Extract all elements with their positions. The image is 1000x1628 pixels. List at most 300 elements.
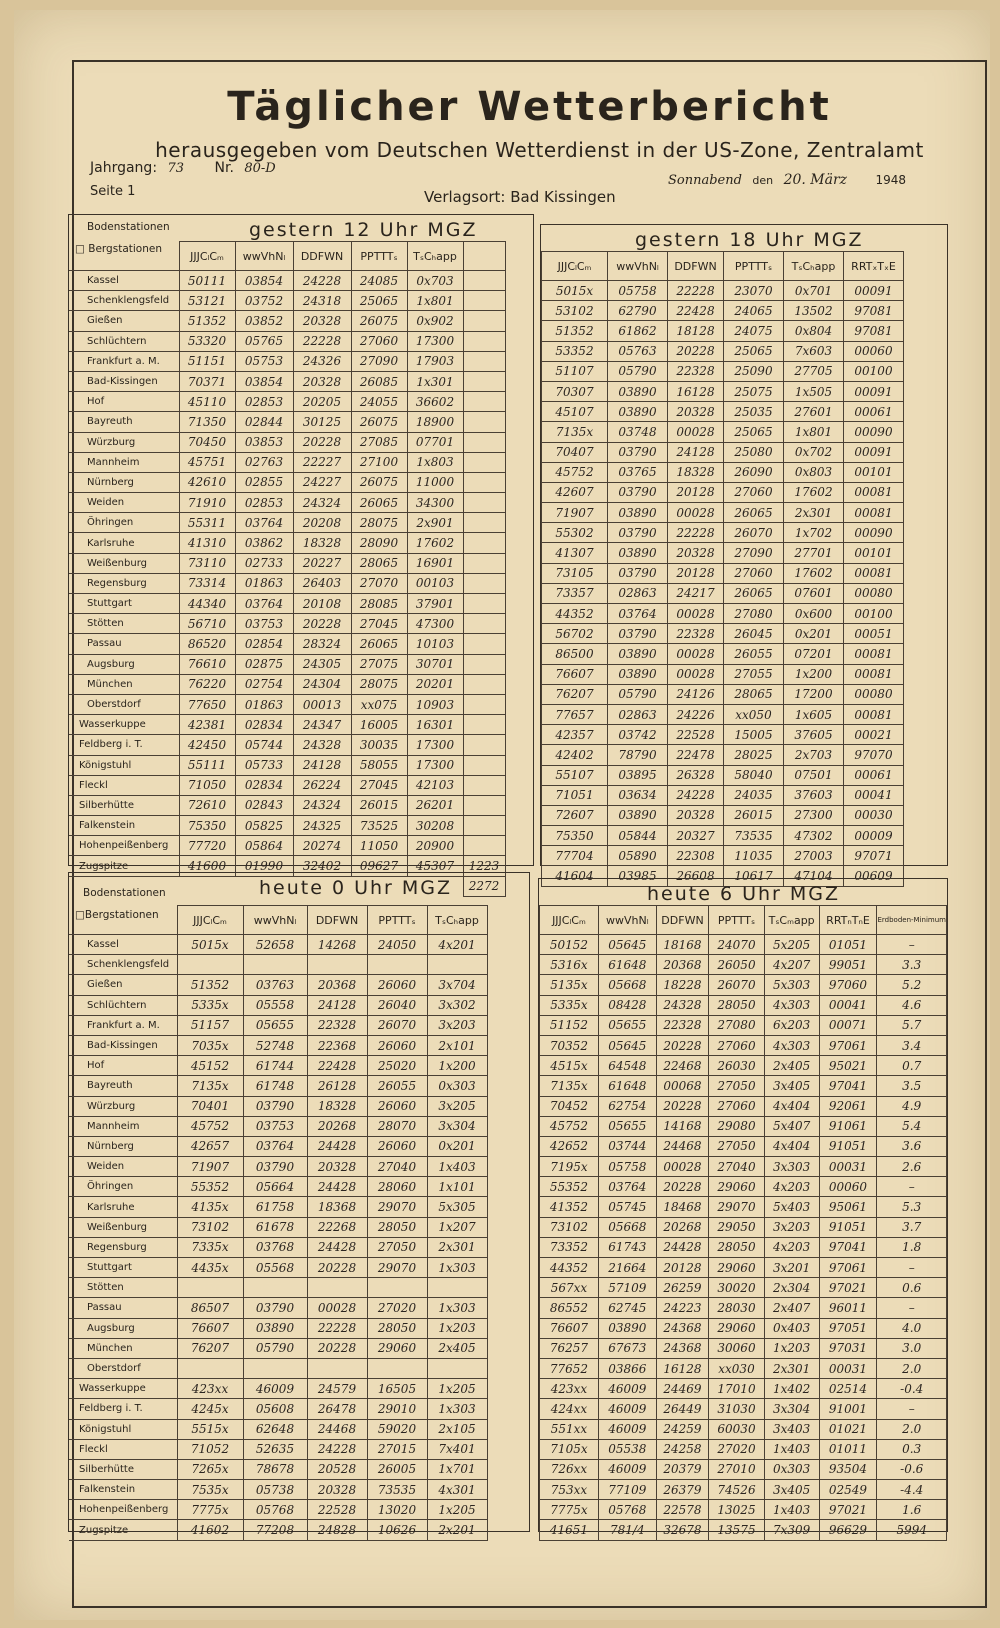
data-cell: 28030 xyxy=(709,1298,764,1318)
data-cell: 17200 xyxy=(784,684,844,704)
table-row xyxy=(540,1157,947,1177)
data-cell: 05753 xyxy=(235,351,293,371)
data-cell: 46009 xyxy=(243,1379,307,1399)
data-cell: 2x301 xyxy=(764,1358,819,1378)
table-row xyxy=(540,1278,947,1298)
data-cell: 29060 xyxy=(367,1338,427,1358)
data-cell: 03764 xyxy=(598,1177,656,1197)
station-name: Zugspitze xyxy=(69,1520,177,1540)
data-cell: 46009 xyxy=(598,1379,656,1399)
data-cell: 00090 xyxy=(844,422,904,442)
station-name: Passau xyxy=(69,634,179,654)
data-cell: 72610 xyxy=(179,795,235,815)
data-cell xyxy=(463,715,505,735)
data-cell: 25065 xyxy=(351,291,407,311)
data-cell: 42652 xyxy=(540,1136,599,1156)
station-col-header xyxy=(69,242,179,271)
data-cell: 05768 xyxy=(243,1500,307,1520)
data-cell xyxy=(463,674,505,694)
data-cell: 26379 xyxy=(656,1480,709,1500)
data-cell: 00090 xyxy=(844,523,904,543)
data-cell: 26449 xyxy=(656,1399,709,1419)
data-cell: 5515x xyxy=(177,1419,243,1439)
station-name: Wasserkuppe xyxy=(69,1379,177,1399)
data-cell: 03890 xyxy=(608,664,668,684)
table-row xyxy=(69,291,505,311)
table-row xyxy=(540,1237,947,1257)
data-cell: 1x403 xyxy=(764,1439,819,1459)
data-cell: -4.4 xyxy=(877,1480,947,1500)
table-row xyxy=(540,1358,947,1378)
data-cell: 3.4 xyxy=(877,1035,947,1055)
data-cell: 20228 xyxy=(307,1258,367,1278)
data-cell: 29050 xyxy=(709,1217,764,1237)
table-row xyxy=(540,975,947,995)
table-row xyxy=(69,1217,487,1237)
data-cell: 18900 xyxy=(407,412,463,432)
data-cell: 05668 xyxy=(598,975,656,995)
table-row xyxy=(542,442,904,462)
data-cell: 71050 xyxy=(179,775,235,795)
data-cell: -0.4 xyxy=(877,1379,947,1399)
data-cell: 1x403 xyxy=(427,1157,487,1177)
table-row xyxy=(540,955,947,975)
data-cell: 30125 xyxy=(293,412,351,432)
data-cell: 4x404 xyxy=(764,1136,819,1156)
data-cell: 2.0 xyxy=(877,1358,947,1378)
data-cell: 22228 xyxy=(668,281,724,301)
data-cell: 74526 xyxy=(709,1480,764,1500)
data-cell: 423xx xyxy=(177,1379,243,1399)
column-header: TₛCₕapp xyxy=(407,242,463,271)
data-cell: 37603 xyxy=(784,785,844,805)
data-cell: 18328 xyxy=(668,462,724,482)
data-cell: 28050 xyxy=(709,1237,764,1257)
data-cell: 22578 xyxy=(656,1500,709,1520)
table-row xyxy=(69,1157,487,1177)
data-cell: 76257 xyxy=(540,1338,599,1358)
data-cell: 05763 xyxy=(608,341,668,361)
data-cell: 02854 xyxy=(235,634,293,654)
table-row xyxy=(542,684,904,704)
data-cell: 03852 xyxy=(235,311,293,331)
data-cell: 86507 xyxy=(177,1298,243,1318)
data-cell: 26060 xyxy=(367,1136,427,1156)
table-row xyxy=(69,371,505,391)
data-cell: 73110 xyxy=(179,553,235,573)
table-row xyxy=(542,704,904,724)
report-frame xyxy=(72,60,987,1608)
table-row xyxy=(69,654,505,674)
data-cell: 3x304 xyxy=(764,1399,819,1419)
data-cell: 26201 xyxy=(407,795,463,815)
data-cell: 5x303 xyxy=(764,975,819,995)
data-cell: 7335x xyxy=(177,1237,243,1257)
data-cell: 1x301 xyxy=(407,371,463,391)
data-cell: 4x301 xyxy=(427,1480,487,1500)
table-row xyxy=(540,1298,947,1318)
data-cell: 99051 xyxy=(819,955,877,975)
data-cell: 03890 xyxy=(243,1318,307,1338)
data-cell: 03790 xyxy=(608,482,668,502)
data-cell: 0x201 xyxy=(427,1136,487,1156)
table-row xyxy=(540,1399,947,1419)
data-cell: 27601 xyxy=(784,402,844,422)
nr-value: 80-D xyxy=(244,161,276,176)
data-cell: 05668 xyxy=(598,1217,656,1237)
data-cell: 25075 xyxy=(724,381,784,401)
table-row xyxy=(69,836,505,856)
data-cell: 24428 xyxy=(307,1177,367,1197)
data-cell: 27060 xyxy=(709,1096,764,1116)
data-cell: 423xx xyxy=(540,1379,599,1399)
data-cell: 10626 xyxy=(367,1520,427,1540)
table-row xyxy=(542,281,904,301)
table-row xyxy=(540,1439,947,1459)
data-cell: 26060 xyxy=(367,975,427,995)
data-cell: 96629 xyxy=(819,1520,877,1540)
data-cell: xx050 xyxy=(724,704,784,724)
data-cell: 28075 xyxy=(351,513,407,533)
table-row xyxy=(540,1056,947,1076)
data-cell: 2x105 xyxy=(427,1419,487,1439)
data-cell: 26060 xyxy=(367,1096,427,1116)
data-cell: 70352 xyxy=(540,1035,599,1055)
table-row xyxy=(540,1136,947,1156)
data-cell: 03742 xyxy=(608,725,668,745)
data-cell: 34300 xyxy=(407,493,463,513)
data-cell: -0.6 xyxy=(877,1459,947,1479)
data-cell: 46009 xyxy=(598,1459,656,1479)
data-cell: 3.5 xyxy=(877,1076,947,1096)
data-cell: 78790 xyxy=(608,745,668,765)
data-cell: 22428 xyxy=(668,301,724,321)
data-cell: 51107 xyxy=(542,361,608,381)
data-cell: 55107 xyxy=(542,765,608,785)
data-cell: 97041 xyxy=(819,1237,877,1257)
data-cell: 27075 xyxy=(351,654,407,674)
data-cell: 26224 xyxy=(293,775,351,795)
data-cell: 27060 xyxy=(724,482,784,502)
data-cell: 14268 xyxy=(307,935,367,955)
data-cell: 26403 xyxy=(293,573,351,593)
station-name: Zugspitze xyxy=(69,856,179,876)
data-cell: 27085 xyxy=(351,432,407,452)
data-cell: 47300 xyxy=(407,614,463,634)
data-cell: 5994 xyxy=(877,1520,947,1540)
station-name: München xyxy=(69,674,179,694)
data-cell: 05768 xyxy=(598,1500,656,1520)
data-cell: 03890 xyxy=(608,644,668,664)
data-cell: 3x205 xyxy=(427,1096,487,1116)
data-cell: 22468 xyxy=(656,1056,709,1076)
data-cell: 93504 xyxy=(819,1459,877,1479)
data-cell: 24428 xyxy=(307,1237,367,1257)
data-cell: 0x804 xyxy=(784,321,844,341)
data-cell: 92061 xyxy=(819,1096,877,1116)
data-cell: 26040 xyxy=(367,995,427,1015)
data-cell: 16505 xyxy=(367,1379,427,1399)
data-cell: 3.6 xyxy=(877,1136,947,1156)
data-cell xyxy=(463,493,505,513)
data-cell xyxy=(463,472,505,492)
data-cell: 1x200 xyxy=(784,664,844,684)
data-cell: 20328 xyxy=(668,805,724,825)
data-cell: 45752 xyxy=(540,1116,599,1136)
data-cell: 56710 xyxy=(179,614,235,634)
data-cell: 00100 xyxy=(844,604,904,624)
station-name: Passau xyxy=(69,1298,177,1318)
data-cell: 1x203 xyxy=(764,1338,819,1358)
data-cell: 28085 xyxy=(351,594,407,614)
table-row xyxy=(69,351,505,371)
data-cell: 30020 xyxy=(709,1278,764,1298)
data-cell: 2x301 xyxy=(427,1237,487,1257)
data-cell: 03763 xyxy=(243,975,307,995)
station-name: Frankfurt a. M. xyxy=(69,351,179,371)
column-header: JJJCₗCₘ xyxy=(179,242,235,271)
station-header-berg-2: □Bergstationen xyxy=(75,909,159,921)
table-row xyxy=(69,311,505,331)
data-cell: 02549 xyxy=(819,1480,877,1500)
data-cell: 27060 xyxy=(724,563,784,583)
data-cell: 3x403 xyxy=(764,1419,819,1439)
data-cell: 45110 xyxy=(179,392,235,412)
data-cell: 72607 xyxy=(542,805,608,825)
station-name: Frankfurt a. M. xyxy=(69,1015,177,1035)
data-cell: 726xx xyxy=(540,1459,599,1479)
data-cell: 97021 xyxy=(819,1500,877,1520)
data-cell: 24128 xyxy=(293,755,351,775)
jahrgang-value: 73 xyxy=(167,161,185,176)
data-cell: 73525 xyxy=(351,816,407,836)
data-cell: 95021 xyxy=(819,1056,877,1076)
data-cell: 26128 xyxy=(307,1076,367,1096)
table-row xyxy=(69,735,505,755)
data-cell: 05664 xyxy=(243,1177,307,1197)
table-row xyxy=(542,301,904,321)
data-cell: 24428 xyxy=(656,1237,709,1257)
data-cell: 27050 xyxy=(709,1076,764,1096)
table-row xyxy=(69,715,505,735)
data-cell: 73102 xyxy=(177,1217,243,1237)
data-cell: 05745 xyxy=(598,1197,656,1217)
data-cell: 28070 xyxy=(367,1116,427,1136)
data-cell: 03790 xyxy=(243,1157,307,1177)
data-cell: 53352 xyxy=(542,341,608,361)
table-row xyxy=(540,1520,947,1540)
data-cell: 20228 xyxy=(668,341,724,361)
data-cell: 1x303 xyxy=(427,1298,487,1318)
data-cell: 03890 xyxy=(608,805,668,825)
data-cell: 71907 xyxy=(542,503,608,523)
station-name: Stötten xyxy=(69,614,179,634)
data-cell: 26050 xyxy=(709,955,764,975)
data-cell: xx075 xyxy=(351,694,407,714)
table-row xyxy=(69,1379,487,1399)
data-cell: 26065 xyxy=(351,493,407,513)
column-header xyxy=(463,242,505,271)
data-cell: 4.9 xyxy=(877,1096,947,1116)
data-cell: 4x201 xyxy=(427,935,487,955)
data-cell: 17602 xyxy=(784,563,844,583)
data-cell: 10617 xyxy=(724,866,784,886)
data-cell: 29060 xyxy=(709,1177,764,1197)
data-cell: 27040 xyxy=(709,1157,764,1177)
data-cell: 30060 xyxy=(709,1338,764,1358)
column-header: TₛCₘapp xyxy=(764,906,819,935)
data-cell: 5.2 xyxy=(877,975,947,995)
data-cell: 03768 xyxy=(243,1237,307,1257)
data-cell: 27010 xyxy=(709,1459,764,1479)
column-header: PPTTTₛ xyxy=(367,906,427,935)
column-header: wwVhNₗ xyxy=(598,906,656,935)
data-cell: 24328 xyxy=(293,735,351,755)
data-cell: 67673 xyxy=(598,1338,656,1358)
table-gestern-18 xyxy=(541,251,904,887)
table-row xyxy=(69,331,505,351)
station-name: Schenklengsfeld xyxy=(69,955,177,975)
data-cell: 00081 xyxy=(844,563,904,583)
table-row xyxy=(542,664,904,684)
data-cell: 20368 xyxy=(656,955,709,975)
data-cell xyxy=(463,392,505,412)
data-cell: 02853 xyxy=(235,392,293,412)
data-cell: 5015x xyxy=(542,281,608,301)
data-cell: 32678 xyxy=(656,1520,709,1540)
data-cell: 7x309 xyxy=(764,1520,819,1540)
data-cell: 03890 xyxy=(598,1318,656,1338)
data-cell: 29070 xyxy=(367,1197,427,1217)
report-title: Täglicher Wetterbericht xyxy=(227,84,832,130)
column-header: JJJCₗCₘ xyxy=(540,906,599,935)
data-cell: 3x203 xyxy=(764,1217,819,1237)
data-cell: 27090 xyxy=(351,351,407,371)
data-cell: xx030 xyxy=(709,1358,764,1378)
data-cell: 3.0 xyxy=(877,1338,947,1358)
data-cell: 01863 xyxy=(235,573,293,593)
table-row xyxy=(69,553,505,573)
data-cell: 37901 xyxy=(407,594,463,614)
data-cell: 00081 xyxy=(844,704,904,724)
data-cell: 02875 xyxy=(235,654,293,674)
data-cell xyxy=(463,795,505,815)
table-row xyxy=(69,634,505,654)
data-cell: 2x407 xyxy=(764,1298,819,1318)
data-cell xyxy=(463,634,505,654)
data-cell: 76607 xyxy=(540,1318,599,1338)
data-cell: 1x403 xyxy=(764,1500,819,1520)
data-cell: 97060 xyxy=(819,975,877,995)
data-cell: 97021 xyxy=(819,1278,877,1298)
data-cell: 02863 xyxy=(608,704,668,724)
data-cell xyxy=(463,371,505,391)
data-cell: 31030 xyxy=(709,1399,764,1419)
data-cell: 56702 xyxy=(542,624,608,644)
data-cell: 53121 xyxy=(179,291,235,311)
data-cell: 24223 xyxy=(656,1298,709,1318)
data-cell: 1x701 xyxy=(427,1459,487,1479)
data-cell: 26070 xyxy=(709,975,764,995)
data-cell: 27040 xyxy=(367,1157,427,1177)
data-cell: 27060 xyxy=(351,331,407,351)
data-cell: 22228 xyxy=(307,1318,367,1338)
data-cell xyxy=(463,755,505,775)
data-cell: 97070 xyxy=(844,745,904,765)
data-cell: 26090 xyxy=(724,462,784,482)
data-cell xyxy=(463,775,505,795)
data-cell: 00081 xyxy=(844,644,904,664)
table-row xyxy=(69,452,505,472)
data-cell xyxy=(177,955,243,975)
data-cell: 4x207 xyxy=(764,955,819,975)
data-cell: 20268 xyxy=(656,1217,709,1237)
table-row xyxy=(542,644,904,664)
data-cell: 27045 xyxy=(351,775,407,795)
data-cell: 24368 xyxy=(656,1338,709,1358)
table-row xyxy=(69,1136,487,1156)
data-cell: – xyxy=(877,1177,947,1197)
data-cell: 24428 xyxy=(307,1136,367,1156)
data-cell: 4435x xyxy=(177,1258,243,1278)
data-cell: 30701 xyxy=(407,654,463,674)
data-cell: 00068 xyxy=(656,1076,709,1096)
data-cell: 26015 xyxy=(724,805,784,825)
table-row xyxy=(69,795,505,815)
verlagsort: Verlagsort: Bad Kissingen xyxy=(424,188,616,206)
station-name: Kassel xyxy=(69,271,179,291)
data-cell: 4245x xyxy=(177,1399,243,1419)
den-label: den xyxy=(752,174,774,187)
data-cell: 1x801 xyxy=(407,291,463,311)
data-cell: 73314 xyxy=(179,573,235,593)
table-heute-6 xyxy=(539,905,947,1541)
data-cell: 7x603 xyxy=(784,341,844,361)
column-header: JJJCₗCₘ xyxy=(177,906,243,935)
data-cell: 07201 xyxy=(784,644,844,664)
data-cell: 03753 xyxy=(235,614,293,634)
data-cell: 25020 xyxy=(367,1056,427,1076)
data-cell: 62648 xyxy=(243,1419,307,1439)
table-row xyxy=(540,1338,947,1358)
data-cell: 28060 xyxy=(367,1177,427,1197)
data-cell: 76607 xyxy=(542,664,608,684)
table-row xyxy=(69,1419,487,1439)
data-cell: 03890 xyxy=(608,381,668,401)
data-cell: 5x403 xyxy=(764,1197,819,1217)
data-cell: 77652 xyxy=(540,1358,599,1378)
table-row xyxy=(542,402,904,422)
data-cell: 03790 xyxy=(243,1298,307,1318)
data-cell: 45752 xyxy=(177,1116,243,1136)
data-cell: 27045 xyxy=(351,614,407,634)
data-cell: 24328 xyxy=(656,995,709,1015)
data-cell: 18128 xyxy=(668,321,724,341)
data-cell: 01990 xyxy=(235,856,293,876)
data-cell: 05655 xyxy=(598,1015,656,1035)
data-cell: 05758 xyxy=(608,281,668,301)
data-cell: 22478 xyxy=(668,745,724,765)
data-cell: 20528 xyxy=(307,1459,367,1479)
data-cell: 05790 xyxy=(608,684,668,704)
data-cell: 17300 xyxy=(407,755,463,775)
data-cell: 02754 xyxy=(235,674,293,694)
data-cell: 03890 xyxy=(608,402,668,422)
data-cell: 47302 xyxy=(784,826,844,846)
data-cell: 71052 xyxy=(177,1439,243,1459)
data-cell: 22308 xyxy=(668,846,724,866)
station-header-berg-label: Bergstationen xyxy=(88,243,162,255)
